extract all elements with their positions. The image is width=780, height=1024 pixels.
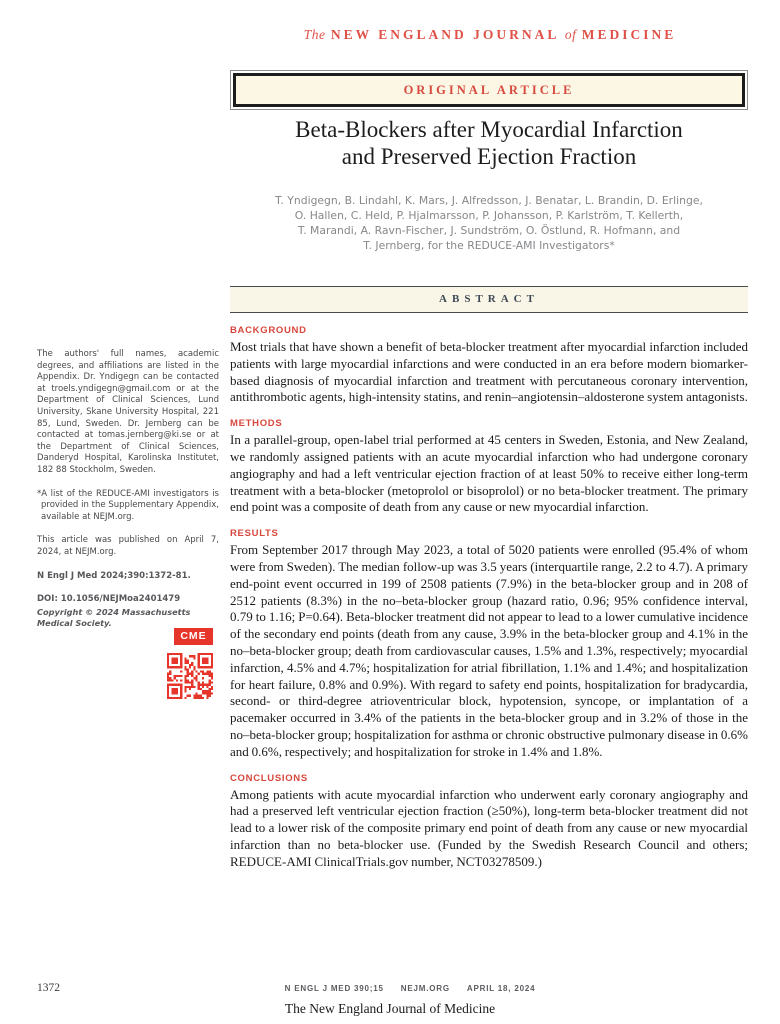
section-background-text: Most trials that have shown a benefit of beta-blocker treatment after myocardial infarction included patients with large myocardial infarctions and were conducted in an era before modern biomarker-based diagnosis of myocardial infarction and treatment with percutaneous coronary intervention, antithrombotic agents, high-intensity statins, and renin–angiotensin–aldosterone system antagonists. [230, 339, 748, 405]
sidebar-citation: N Engl J Med 2024;390:1372-81. [37, 570, 191, 581]
footer-journal-site: NEJM.ORG [400, 984, 450, 993]
page-number: 1372 [37, 982, 60, 994]
sidebar-investigators-note: *A list of the REDUCE-AMI investigators is provided in the Supplementary Appendix, available at NEJM.org. [37, 488, 219, 522]
section-background-label: BACKGROUND [230, 325, 307, 336]
article-type-label: ORIGINAL ARTICLE [233, 73, 745, 107]
footer-journal-line [80, 984, 740, 993]
abstract-section [230, 286, 748, 871]
masthead-the: The [303, 27, 326, 42]
sidebar-published-note: This article was published on April 7, 2024, at NEJM.org. [37, 535, 219, 557]
section-results-label: RESULTS [230, 528, 279, 540]
sidebar-doi: DOI: 10.1056/NEJMoa2401479 [37, 594, 181, 604]
cme-badge[interactable]: CME [174, 628, 213, 645]
title-line-1: Beta-Blockers after Myocardial Infarction [295, 117, 683, 142]
authors-line: O. Hallen, C. Held, P. Hjalmarsson, P. Johansson, P. Karlström, T. Kellerth, [294, 209, 684, 222]
page-title [230, 116, 748, 170]
section-background [230, 325, 748, 406]
masthead-new-england-journal: NEW ENGLAND JOURNAL [330, 27, 560, 42]
journal-masthead [230, 27, 748, 43]
section-methods [230, 418, 748, 516]
section-conclusions [230, 773, 748, 871]
section-conclusions-label: CONCLUSIONS [230, 772, 308, 784]
authors-line: T. Marandi, A. Ravn-Fischer, J. Sundström, O. Östlund, R. Hofmann, and [297, 224, 681, 237]
section-methods-text: In a parallel-group, open-label trial performed at 45 centers in Sweden, Estonia, and New Zealand, we randomly assigned patients with an acute myocardial infarction who had undergone coronary angiography and had a left ventricular ejection fraction of at least 50% to receive either long-term treatment with a beta-blocker (metoprolol or bisoprolol) or no beta-blocker treatment. The primary end point was a composite of death from any cause or new myocardial infarction. [230, 432, 748, 515]
section-results [230, 528, 748, 760]
cme-block [167, 628, 213, 699]
footer-journal-date: APRIL 18, 2024 [466, 984, 536, 993]
section-conclusions-text: Among patients with acute myocardial infarction who underwent early coronary angiography and had a preserved left ventricular ejection fraction (≥50%), long-term beta-blocker treatment did not lead to a lower risk of the composite primary end point of death from any cause or new myocardial infarction than no beta-blocker use. (Funded by the Swedish Research Council and others; REDUCE-AMI ClinicalTrials.gov number, NCT03278509.) [230, 786, 748, 869]
footer-journal-citation: N ENGL J MED 390;15 [284, 984, 384, 993]
authors-line: T. Yndigegn, B. Lindahl, K. Mars, J. Alfredsson, J. Benatar, L. Brandin, D. Erlinge, [275, 194, 703, 207]
sidebar-copyright: Copyright © 2024 Massachusetts Medical Society. [37, 606, 191, 629]
section-methods-label: METHODS [230, 418, 283, 430]
title-line-2: and Preserved Ejection Fraction [341, 144, 637, 169]
sidebar-affiliations: The authors' full names, academic degrees, and affiliations are listed in the Appendix. Dr. Yndigegn can be contacted at troels.yndigegn@gmail.com or at the Department of Clinical Sciences, Lund University, Skane University Hospital, 221 85, Lund, Sweden. Dr. Jernberg can be contacted at tomas.jernberg@ki.se or at the Department of Clinical Sciences, Danderyd Hospital, Karolinska Institutet, 182 88 Stockholm, Sweden. [37, 349, 219, 475]
sidebar-article-info [37, 349, 219, 630]
article-type-box [230, 70, 748, 110]
section-results-text: From September 2017 through May 2023, a total of 5020 patients were enrolled (95.4% of whom were from Sweden). The median follow-up was 3.5 years (interquartile range, 2.2 to 4.7). A primary end-point event occurred in 199 of 2508 patients (7.9%) in the beta-blocker group and in 208 of 2512 patients (8.3%) in the no–beta-blocker group (hazard ratio, 0.96; 95% confidence interval, 0.79 to 1.16; P=0.64). Beta-blocker treatment did not appear to lead to a lower cumulative incidence of the secondary end points (death from any cause, 3.9% in the beta-blocker group and 4.1% in the no–beta-blocker group; death from cardiovascular causes, 1.5% and 1.3%, respectively; myocardial infarction, 4.5% and 4.7%; hospitalization for atrial fibrillation, 1.1% and 1.4%; and hospitalization for heart failure, 0.8% and 0.9%). With regard to safety end points, hospitalization for bradycardia, second- or third-degree atrioventricular block, hypotension, syncope, or implantation of a pacemaker occurred in 3.4% of the patients in the beta-blocker group and in 3.2% of those in the no–beta-blocker group; hospitalization for asthma or chronic obstructive pulmonary disease in 0.6% and 0.6%, respectively; and hospitalization for stroke in 1.4% and 1.8%. [230, 542, 748, 759]
qr-code[interactable] [167, 653, 213, 699]
masthead-of: of [564, 27, 577, 42]
footer-journal-name: The New England Journal of Medicine [284, 1001, 496, 1016]
authors-list [230, 193, 748, 253]
authors-line: T. Jernberg, for the REDUCE-AMI Investigators* [363, 239, 615, 252]
masthead-medicine: MEDICINE [581, 27, 677, 42]
abstract-heading: ABSTRACT [230, 286, 748, 313]
